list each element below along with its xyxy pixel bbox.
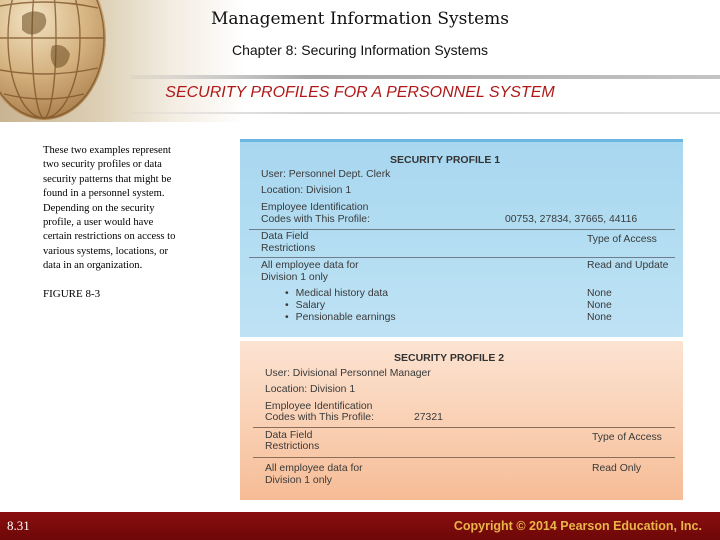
profile2-type-of-access: Type of Access [592, 432, 662, 443]
profile1-bullet-item: • Salary [285, 300, 325, 311]
profile1-data-field-label-2: Restrictions [261, 243, 316, 254]
description-line: profile, a user would have [43, 217, 154, 229]
profile2-user: User: Divisional Personnel Manager [265, 368, 431, 379]
profile2-data-field-label-1: Data Field [265, 430, 313, 441]
profile1-type-of-access: Type of Access [587, 234, 657, 245]
description-line: found in a personnel system. [43, 188, 165, 200]
profile2-divider [253, 427, 675, 428]
security-profile-2 [240, 341, 683, 500]
profile2-title: SECURITY PROFILE 2 [394, 352, 505, 364]
profile2-location: Location: Division 1 [265, 384, 356, 395]
profile1-bullet-access: None [587, 312, 612, 323]
description-line: security patterns that might be [43, 173, 172, 185]
copyright-notice: Copyright © 2014 Pearson Education, Inc. [453, 519, 702, 533]
profile1-bullet-access: None [587, 300, 612, 311]
profile1-divider [249, 229, 675, 230]
profile2-emp-id-label-1: Employee Identification [265, 401, 373, 412]
profile1-title: SECURITY PROFILE 1 [390, 154, 501, 166]
profile1-bullet-item: • Medical history data [285, 288, 388, 299]
profile1-bullet-access: None [587, 288, 612, 299]
figure-label: FIGURE 8-3 [43, 288, 101, 300]
description-line: certain restrictions on access to [43, 231, 176, 243]
profile1-user: User: Personnel Dept. Clerk [261, 169, 391, 180]
page-number: 8.31 [7, 518, 30, 533]
description-line: Depending on the security [43, 202, 155, 214]
security-profile-1 [240, 139, 683, 337]
course-title: Management Information Systems [210, 9, 510, 29]
profile1-bullet-item: • Pensionable earnings [285, 312, 396, 323]
profile1-row1-label-2: Division 1 only [261, 272, 328, 283]
description-line: data in an organization. [43, 260, 143, 272]
profile1-row1-access: Read and Update [587, 260, 669, 271]
profile2-row1-label-1: All employee data for [265, 463, 363, 474]
description-line: various systems, locations, or [43, 245, 169, 257]
footer-bar [0, 512, 720, 540]
profile1-emp-id-label-2: Codes with This Profile: [261, 214, 370, 225]
description-text [43, 144, 203, 274]
profile2-divider [253, 457, 675, 458]
profile2-row1-label-2: Division 1 only [265, 475, 332, 486]
profile1-emp-id-label-1: Employee Identification [261, 202, 369, 213]
profile1-row1-label-1: All employee data for [261, 260, 359, 271]
title-divider [130, 112, 720, 114]
header-divider [130, 75, 720, 79]
description-line: These two examples represent [43, 145, 171, 156]
chapter-title: Chapter 8: Securing Information Systems [231, 42, 488, 58]
profile2-data-field-label-2: Restrictions [265, 441, 320, 452]
profile1-data-field-label-1: Data Field [261, 231, 309, 242]
profile1-location: Location: Division 1 [261, 185, 352, 196]
profile2-emp-id-codes: 27321 [414, 412, 443, 423]
profile1-emp-id-codes: 00753, 27834, 37665, 44116 [505, 214, 638, 225]
slide-title: SECURITY PROFILES FOR A PERSONNEL SYSTEM [165, 84, 555, 101]
profile2-emp-id-label-2: Codes with This Profile: [265, 412, 374, 423]
profile2-row1-access: Read Only [592, 463, 642, 474]
description-line: two security profiles or data [43, 159, 162, 171]
profile1-divider [249, 257, 675, 258]
